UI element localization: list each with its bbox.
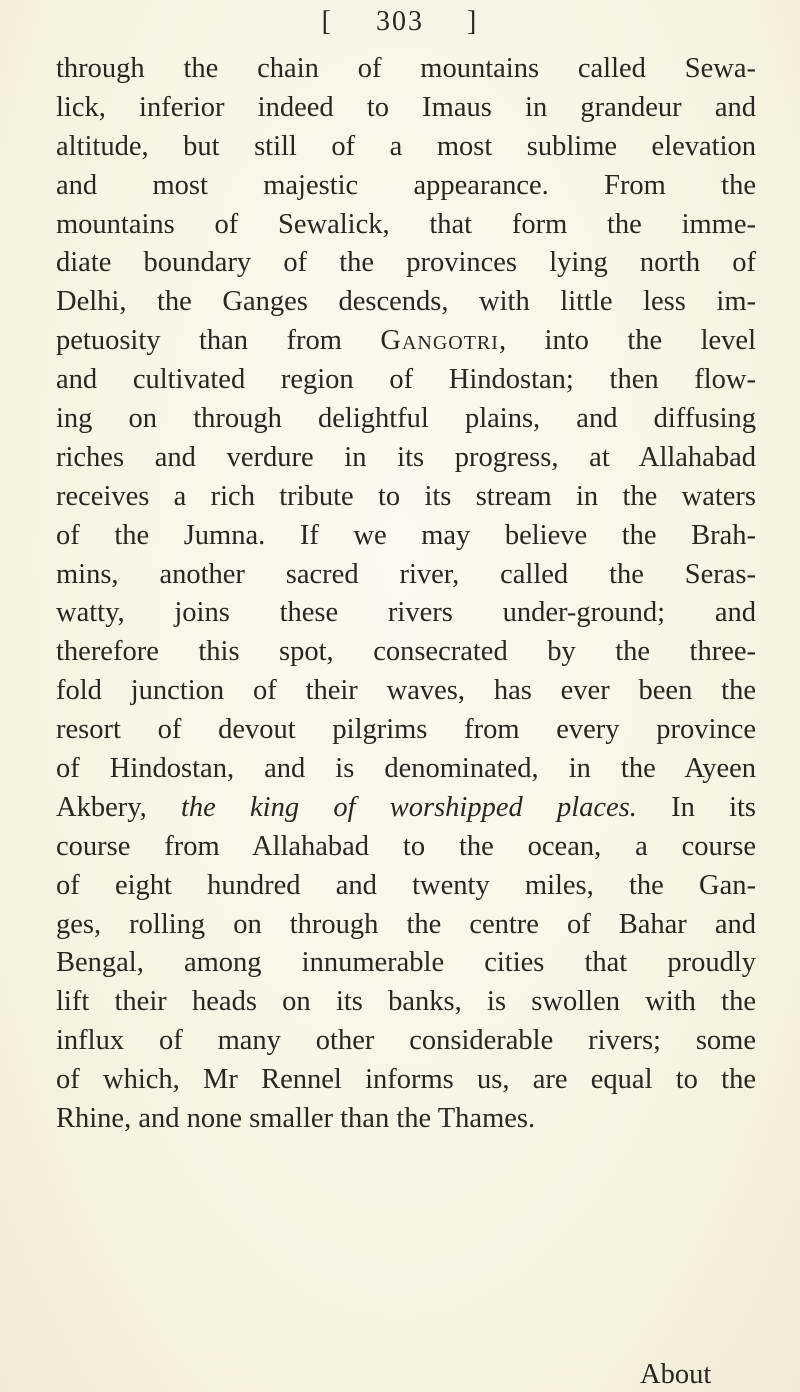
text-segment: mountains of Sewalick, that form the imme- [56, 208, 756, 240]
text-line [56, 556, 756, 595]
text-line [56, 983, 756, 1022]
text-segment: therefore this spot, consecrated by the three- [56, 636, 756, 668]
text-line [56, 944, 756, 983]
text-segment: Delhi, the Ganges descends, with little less im- [56, 286, 756, 318]
text-segment: resort of devout pilgrims from every province [56, 714, 756, 746]
text-segment: Rhine, and none smaller than the Thames. [56, 1103, 536, 1135]
text-line [56, 322, 756, 361]
text-segment: of eight hundred and twenty miles, the Gan- [56, 869, 756, 901]
text-segment: Bengal, among innumerable cities that proudly [56, 947, 756, 979]
text-line [56, 789, 756, 828]
catchword: About [640, 1359, 712, 1390]
text-segment: ges, rolling on through the centre of Bahar and [56, 908, 756, 940]
text-line [56, 89, 756, 128]
text-line [56, 50, 756, 89]
page-number-close-bracket: ] [467, 6, 479, 37]
page-number: 303 [376, 6, 424, 37]
text-line [56, 867, 756, 906]
text-line [56, 400, 756, 439]
text-line [56, 750, 756, 789]
text-line [56, 167, 756, 206]
text-segment: of which, Mr Rennel informs us, are equal to the [56, 1064, 756, 1096]
text-segment: , into the level [498, 325, 756, 357]
text-segment: and most majestic appearance. From the [56, 169, 756, 201]
text-line [56, 828, 756, 867]
text-segment: Akbery, [56, 791, 181, 823]
text-segment: lift their heads on its banks, is swollen with the [56, 986, 756, 1018]
text-line [56, 594, 756, 633]
text-line [56, 361, 756, 400]
text-line [56, 439, 756, 478]
text-segment: riches and verdure in its progress, at Allahabad [56, 441, 756, 473]
text-segment: fold junction of their waves, has ever been the [56, 675, 756, 707]
text-line [56, 672, 756, 711]
text-line [56, 517, 756, 556]
text-line [56, 244, 756, 283]
italic-quotation: the king of worshipped places. [180, 791, 637, 823]
text-segment: influx of many other considerable rivers; some [56, 1025, 756, 1057]
text-line [56, 128, 756, 167]
text-line [56, 633, 756, 672]
body-text [56, 50, 756, 1139]
text-line [56, 711, 756, 750]
text-segment: of Hindostan, and is denominated, in the Ayeen [56, 753, 756, 785]
text-segment: receives a rich tribute to its stream in the waters [56, 480, 756, 512]
text-segment: lick, inferior indeed to Imaus in grandeur and [56, 91, 756, 123]
text-segment: mins, another sacred river, called the Seras- [56, 558, 756, 590]
text-segment: and cultivated region of Hindostan; then flow- [56, 364, 756, 396]
text-segment: In its [636, 791, 757, 823]
text-segment: diate boundary of the provinces lying north of [56, 247, 756, 279]
page-number-open-bracket: [ [321, 6, 333, 37]
text-segment: petuosity than from [56, 325, 381, 357]
text-segment: through the chain of mountains called Sewa- [56, 53, 756, 84]
small-caps-name: Gangotri [380, 325, 499, 357]
text-line [56, 1100, 756, 1139]
text-segment: altitude, but still of a most sublime elevation [56, 130, 756, 162]
text-line [56, 283, 756, 322]
text-segment: ing on through delightful plains, and diffusing [56, 403, 756, 435]
text-line [56, 478, 756, 517]
page-header [0, 6, 800, 38]
text-segment: watty, joins these rivers under-ground; and [56, 597, 756, 629]
text-line [56, 1061, 756, 1100]
text-line [56, 206, 756, 245]
text-line [56, 906, 756, 945]
text-line [56, 1022, 756, 1061]
text-segment: of the Jumna. If we may believe the Brah- [56, 519, 756, 551]
text-segment: course from Allahabad to the ocean, a course [56, 830, 756, 862]
